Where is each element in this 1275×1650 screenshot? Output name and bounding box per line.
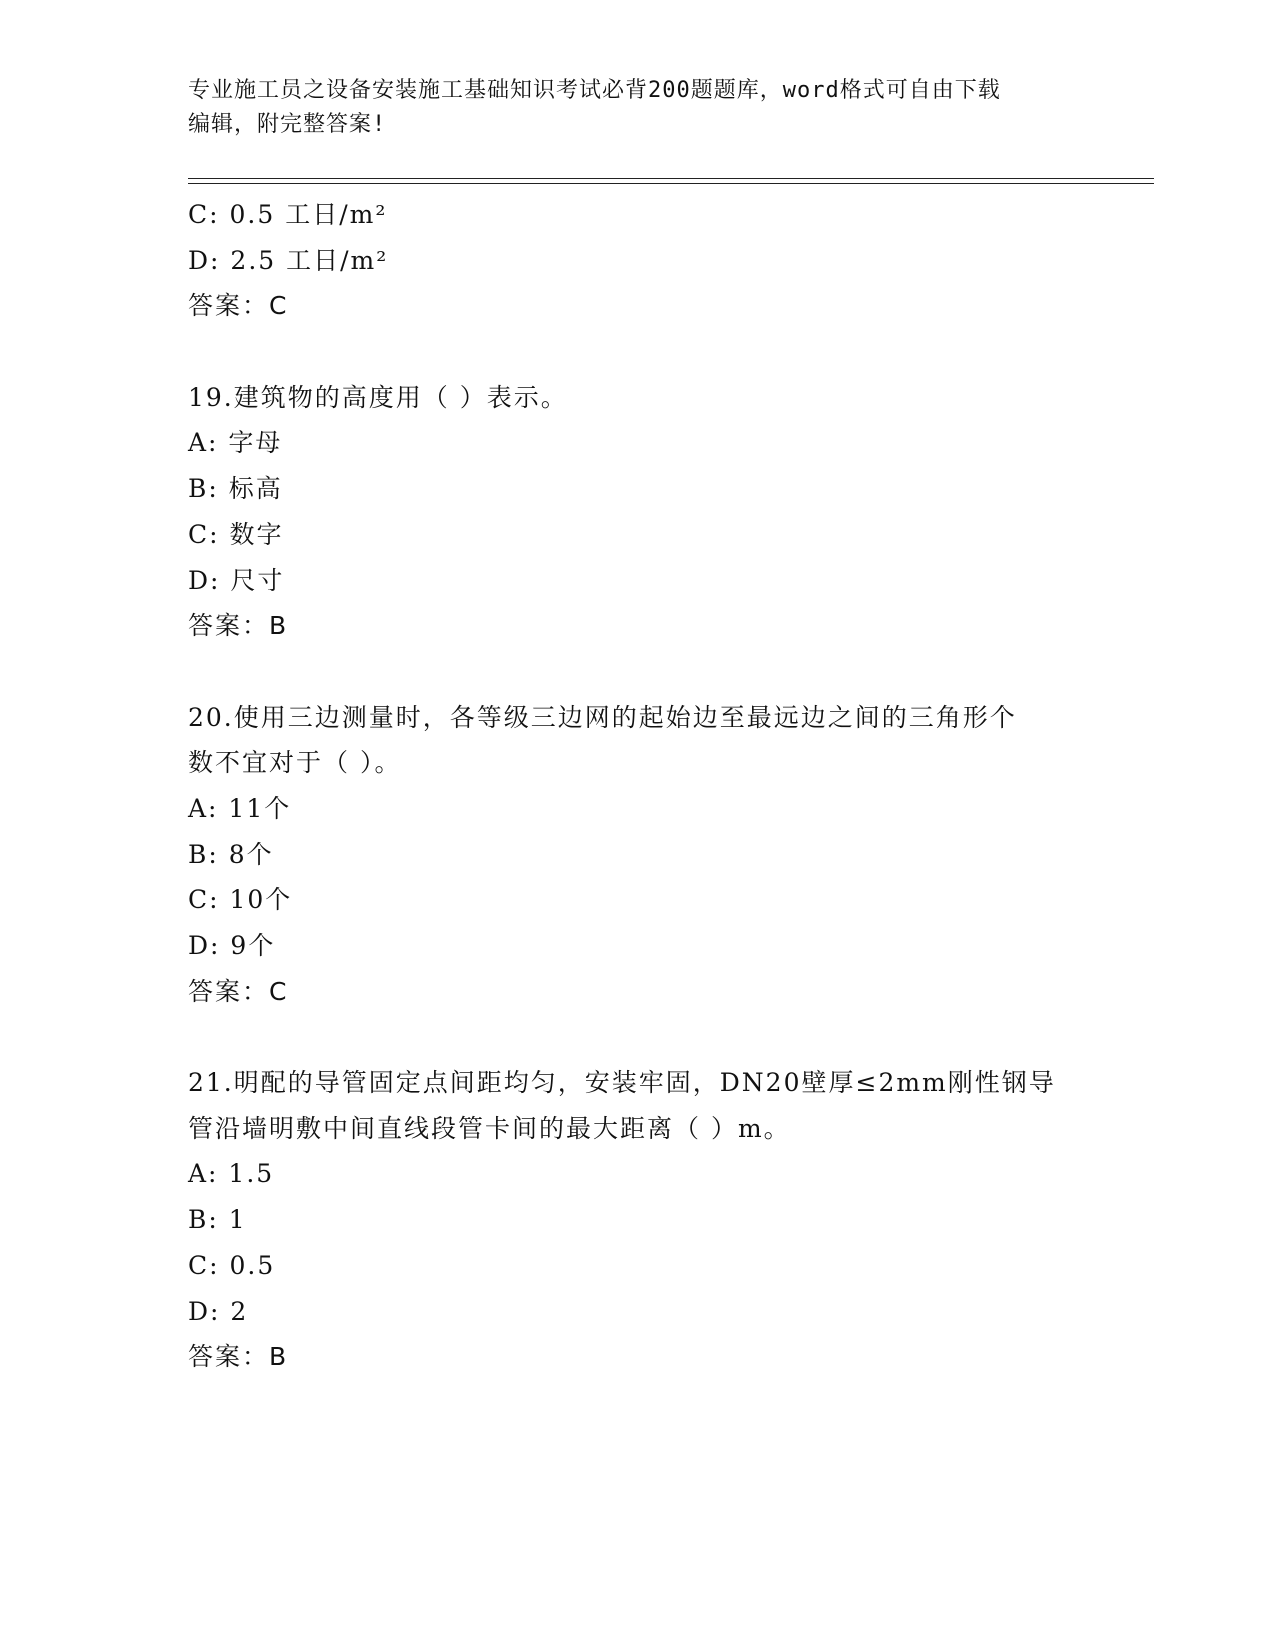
question-list [188,192,1088,1380]
q21-option-b: B: 1 [188,1205,247,1235]
q20-option-a: A: 11个 [188,793,292,823]
q21-answer: 答案：B [188,1342,289,1372]
q19-option-d: D: 尺寸 [188,565,285,595]
question-19 [188,375,1088,649]
page-header [188,74,1088,142]
q21-option-a: A: 1.5 [188,1159,275,1189]
q21-option-d: D: 2 [188,1296,249,1326]
question-20 [188,695,1088,1015]
q20-option-c: C: 10个 [188,885,293,915]
question-18-tail [188,192,1088,329]
header-title-line-2: 编辑，附完整答案! [188,112,387,137]
q19-option-c: C: 数字 [188,519,284,549]
q19-option-a: A: 字母 [188,428,283,458]
q21-option-c: C: 0.5 [188,1250,276,1280]
q19-answer: 答案：B [188,611,289,641]
header-title-line-1: 专业施工员之设备安装施工基础知识考试必背200题题库，word格式可自由下载 [188,78,1001,103]
q20-stem-line-2: 数不宜对于（ ）。 [188,748,402,778]
q20-answer: 答案：C [188,976,289,1006]
spacer [188,1014,1088,1060]
q18-answer: 答案：C [188,291,289,321]
q19-option-b: B: 标高 [188,474,283,504]
spacer [188,649,1088,695]
header-rule-bottom [188,183,1154,184]
header-rule-top [188,178,1154,179]
q21-stem-line-1: 21.明配的导管固定点间距均匀，安装牢固，DN20壁厚≤2mm刚性钢导 [188,1068,1056,1098]
question-21 [188,1060,1088,1380]
q20-stem-line-1: 20.使用三边测量时，各等级三边网的起始边至最远边之间的三角形个 [188,702,1017,732]
q20-option-d: D: 9个 [188,931,276,960]
spacer [188,329,1088,375]
q18-option-d: D: 2.5 工日/m² [188,245,389,275]
q18-option-c: C: 0.5 工日/m² [188,200,388,229]
q19-stem: 19.建筑物的高度用（ ）表示。 [188,382,568,412]
q21-stem-line-2: 管沿墙明敷中间直线段管卡间的最大距离（ ）m。 [188,1113,791,1143]
q20-option-b: B: 8个 [188,839,274,869]
